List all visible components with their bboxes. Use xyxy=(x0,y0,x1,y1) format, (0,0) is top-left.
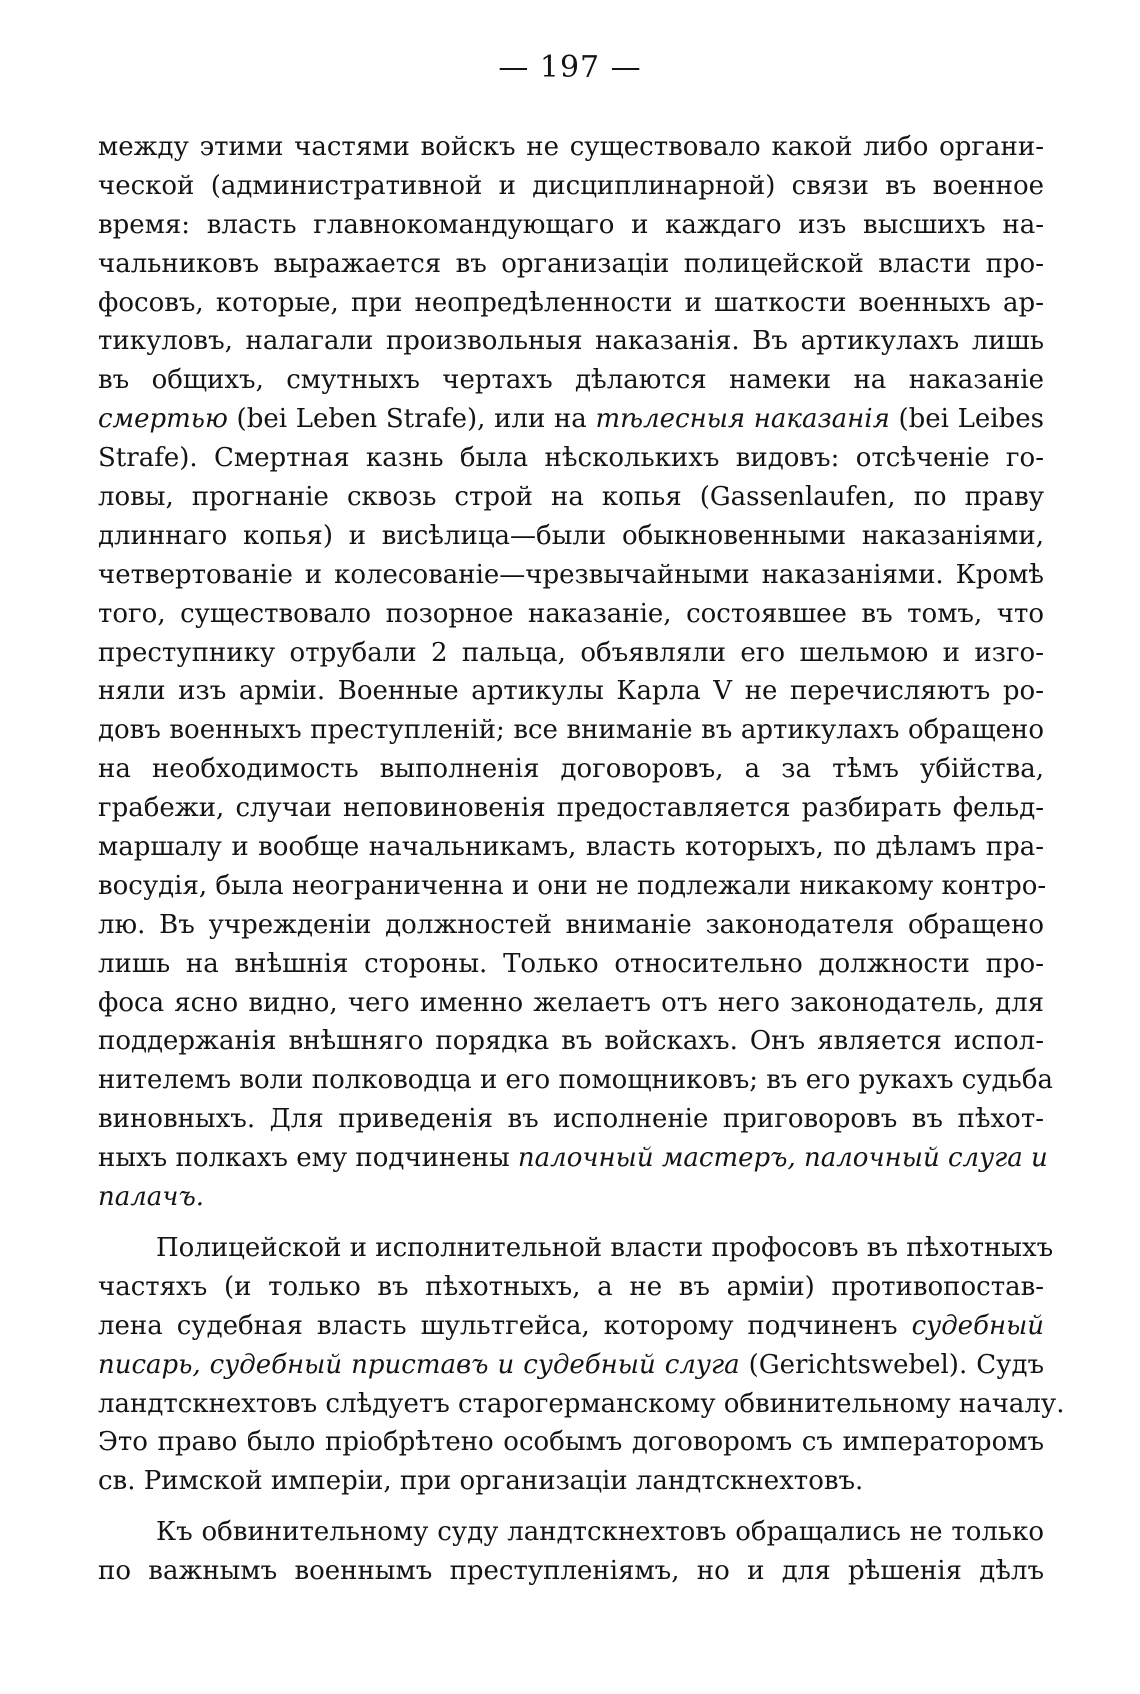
text-line xyxy=(98,1385,1065,1424)
text-segment: фоса ясно видно, чего именно желаетъ отъ него законодатель, для xyxy=(98,987,1044,1018)
text-segment: поддержанія внѣшняго порядка въ войскахъ. Онъ является испол- xyxy=(98,1026,1044,1057)
italic-text: судебный xyxy=(911,1310,1044,1341)
text-line xyxy=(98,517,1044,556)
text-line xyxy=(98,750,1044,789)
text-segment: Это право было пріобрѣтено особымъ договоромъ съ императоромъ xyxy=(98,1427,1044,1458)
text-segment: Strafe). Смертная казнь была нѣсколькихъ видовъ: отсѣченіе го- xyxy=(98,443,1044,474)
text-line xyxy=(98,1307,1044,1346)
text-line xyxy=(98,634,1044,673)
text-line xyxy=(98,439,1044,478)
text-segment: четвертованіе и колесованіе—чрезвычайными наказаніями. Кромѣ xyxy=(98,559,1044,590)
text-segment: фосовъ, которые, при неопредѣленности и шаткости военныхъ ар- xyxy=(98,287,1044,318)
text-line xyxy=(98,945,1044,984)
text-line xyxy=(98,1100,1044,1139)
text-segment: тикуловъ, налагали произвольныя наказанія. Въ артикулахъ лишь xyxy=(98,326,1044,357)
text-segment: грабежи, случаи неповиновенія предоставляется разбирать фельд- xyxy=(98,793,1044,824)
text-line xyxy=(98,1423,1044,1462)
text-line xyxy=(98,167,1044,206)
text-line xyxy=(98,1462,1044,1501)
text-line xyxy=(98,595,1044,634)
text-segment: между этими частями войскъ не существовало какой либо органи- xyxy=(98,132,1044,162)
page-body-text xyxy=(98,128,1065,1591)
text-segment: ныхъ полкахъ ему подчинены xyxy=(98,1143,518,1174)
text-segment: св. Римской имперіи, при организаціи ландтскнехтовъ. xyxy=(98,1466,864,1497)
text-line xyxy=(98,1268,1044,1307)
text-line xyxy=(98,789,1044,828)
text-segment: ловы, прогнаніе сквозь строй на копья (Gassenlaufen, по праву xyxy=(98,482,1044,513)
text-line xyxy=(98,1513,1044,1552)
text-segment: (bei Leibes xyxy=(889,404,1044,435)
text-line xyxy=(98,828,1044,867)
text-line xyxy=(98,1229,1054,1268)
text-segment: ландтскнехтовъ слѣдуетъ старогерманскому обвинительному началу. xyxy=(98,1388,1065,1419)
text-segment: (Gerichtswebel). Судъ xyxy=(739,1349,1045,1380)
text-segment: маршалу и вообще начальникамъ, власть которыхъ, по дѣламъ пра- xyxy=(98,832,1044,863)
text-segment: лена судебная власть шультгейса, которому подчиненъ xyxy=(98,1310,912,1341)
italic-text: смертью xyxy=(98,404,228,435)
text-line xyxy=(98,556,1044,595)
italic-text: писарь, судебный приставъ и судебный слуга xyxy=(98,1349,740,1380)
text-line xyxy=(98,984,1044,1023)
text-line xyxy=(98,1552,1044,1591)
text-segment: лю. Въ учрежденіи должностей вниманіе законодателя обращено xyxy=(98,909,1044,940)
text-segment: длиннаго копья) и висѣлица—были обыкновенными наказаніями, xyxy=(98,520,1044,551)
text-segment: (bei Leben Strafe), или на xyxy=(227,404,596,435)
text-line xyxy=(98,867,1047,906)
text-line xyxy=(98,478,1044,517)
text-segment: въ общихъ, смутныхъ чертахъ дѣлаются намеки на наказаніе xyxy=(98,365,1044,396)
page-number: — 197 — xyxy=(498,50,642,85)
text-line xyxy=(98,1139,1048,1178)
text-line xyxy=(98,1022,1044,1061)
text-segment: того, существовало позорное наказаніе, состоявшее въ томъ, что xyxy=(98,598,1044,629)
text-segment: няли изъ арміи. Военные артикулы Карла V не перечисляютъ ро- xyxy=(98,676,1044,707)
text-line xyxy=(98,1061,1053,1100)
text-line xyxy=(98,400,1044,439)
italic-text: тѣлесныя наказанія xyxy=(595,404,890,435)
text-line xyxy=(98,361,1044,400)
text-segment: Полицейской и исполнительной власти профосовъ въ пѣхотныхъ xyxy=(156,1232,1054,1263)
text-line xyxy=(98,711,1044,750)
text-line xyxy=(98,322,1044,361)
text-segment: лишь на внѣшнія стороны. Только относительно должности про- xyxy=(98,948,1044,979)
text-segment: по важнымъ военнымъ преступленіямъ, но и для рѣшенія дѣлъ xyxy=(98,1556,1044,1587)
text-segment: виновныхъ. Для приведенія въ исполненіе приговоровъ въ пѣхот- xyxy=(98,1104,1044,1135)
text-line xyxy=(98,206,1044,245)
text-line xyxy=(98,672,1044,711)
italic-text: палачъ. xyxy=(98,1182,205,1213)
text-line xyxy=(98,1346,1044,1385)
text-segment: чальниковъ выражается въ организаціи полицейской власти про- xyxy=(98,248,1044,279)
text-segment: время: власть главнокомандующаго и каждаго изъ высшихъ на- xyxy=(98,209,1044,240)
text-line xyxy=(98,906,1044,945)
text-segment: Къ обвинительному суду ландтскнехтовъ обращались не только xyxy=(156,1517,1044,1548)
italic-text: палочный мастеръ, палочный слуга и xyxy=(517,1143,1048,1174)
text-line xyxy=(98,128,1044,167)
text-segment: на необходимость выполненія договоровъ, а за тѣмъ убійства, xyxy=(98,754,1044,785)
text-segment: частяхъ (и только въ пѣхотныхъ, а не въ арміи) противопостав- xyxy=(98,1271,1044,1302)
text-segment: нителемъ воли полководца и его помощниковъ; въ его рукахъ судьба xyxy=(98,1065,1053,1096)
text-line xyxy=(98,245,1044,284)
text-line xyxy=(98,284,1044,323)
text-segment: восудія, была неограниченна и они не подлежали никакому контро- xyxy=(98,870,1047,901)
text-line xyxy=(98,1178,1044,1217)
text-segment: преступнику отрубали 2 пальца, объявляли его шельмою и изго- xyxy=(98,637,1044,668)
text-segment: ческой (административной и дисциплинарной) связи въ военное xyxy=(98,170,1044,201)
text-segment: довъ военныхъ преступленій; все вниманіе въ артикулахъ обращено xyxy=(98,715,1044,746)
